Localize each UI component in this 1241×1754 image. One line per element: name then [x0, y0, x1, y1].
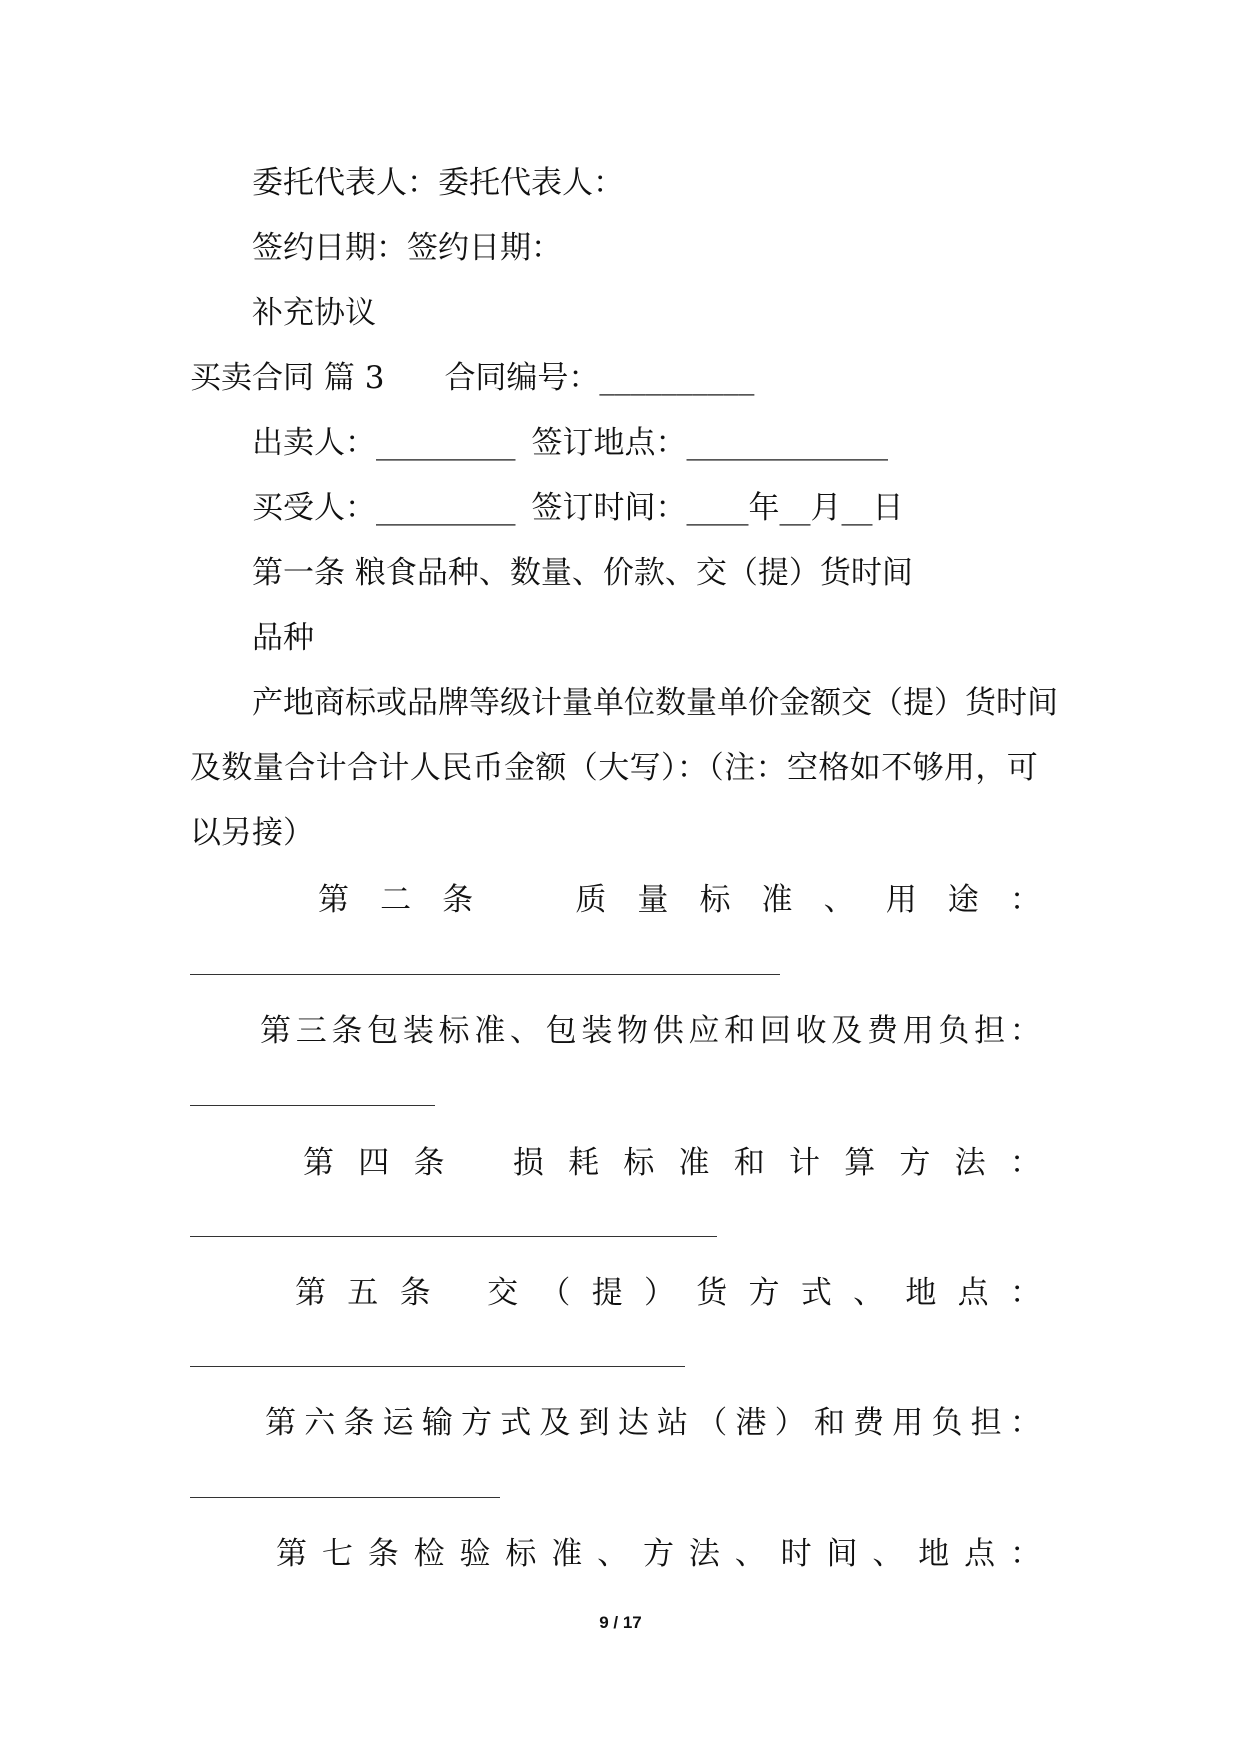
sign-time-field: 签订时间：____年__月__日: [531, 490, 904, 526]
variety-label: 品种: [252, 620, 314, 656]
buyer-field: 买受人：_________: [252, 490, 516, 526]
article-7-heading: 第 七 条 检 验 标 准 、 方 法 、 时 间 、 地 点 ：: [276, 1536, 1041, 1572]
article-1-heading: 第一条 粮食品种、数量、价款、交（提）货时间: [252, 555, 913, 591]
article-2-heading: 第 二 条 质 量 标 准 、 用 途 ：: [318, 882, 1041, 918]
article-6-blank-line: [190, 1497, 500, 1498]
table-columns-text: 产地商标或品牌等级计量单位数量单价金额交（提）货时间: [252, 685, 1058, 721]
article-2-blank-line: [190, 974, 780, 975]
contract-number-field: 合同编号：__________: [444, 360, 755, 396]
seller-field: 出卖人：_________: [252, 425, 516, 461]
contract-title: 买卖合同 篇 3: [190, 360, 385, 396]
delegate-line: 委托代表人：委托代表人：: [252, 165, 624, 201]
page-number: 9 / 17: [599, 1613, 642, 1632]
continuation-note: 以另接）: [190, 815, 314, 851]
article-3-heading: 第 三 条 包 装 标 准 、 包 装 物 供 应 和 回 收 及 费 用 负 担 ：: [260, 1013, 1041, 1049]
buyer-line: [252, 488, 904, 528]
total-amount-text: 及数量合计合计人民币金额（大写）：（注：空格如不够用，可: [190, 750, 1039, 786]
sign-place-field: 签订地点：_____________: [531, 425, 888, 461]
article-4-heading: 第 四 条 损 耗 标 准 和 计 算 方 法 ：: [303, 1145, 1041, 1181]
contract-heading-line: [190, 358, 754, 398]
sign-date-line: 签约日期：签约日期：: [252, 230, 562, 266]
article-5-heading: 第 五 条 交 （ 提 ） 货 方 式 、 地 点 ：: [295, 1275, 1041, 1311]
article-4-blank-line: [190, 1236, 717, 1237]
article-3-blank-line: [190, 1105, 435, 1106]
article-5-blank-line: [190, 1366, 685, 1367]
article-6-heading: 第 六 条 运 输 方 式 及 到 达 站 （ 港 ） 和 费 用 负 担 ：: [265, 1405, 1041, 1441]
supplement-heading: 补充协议: [252, 295, 376, 331]
seller-line: [252, 423, 888, 463]
